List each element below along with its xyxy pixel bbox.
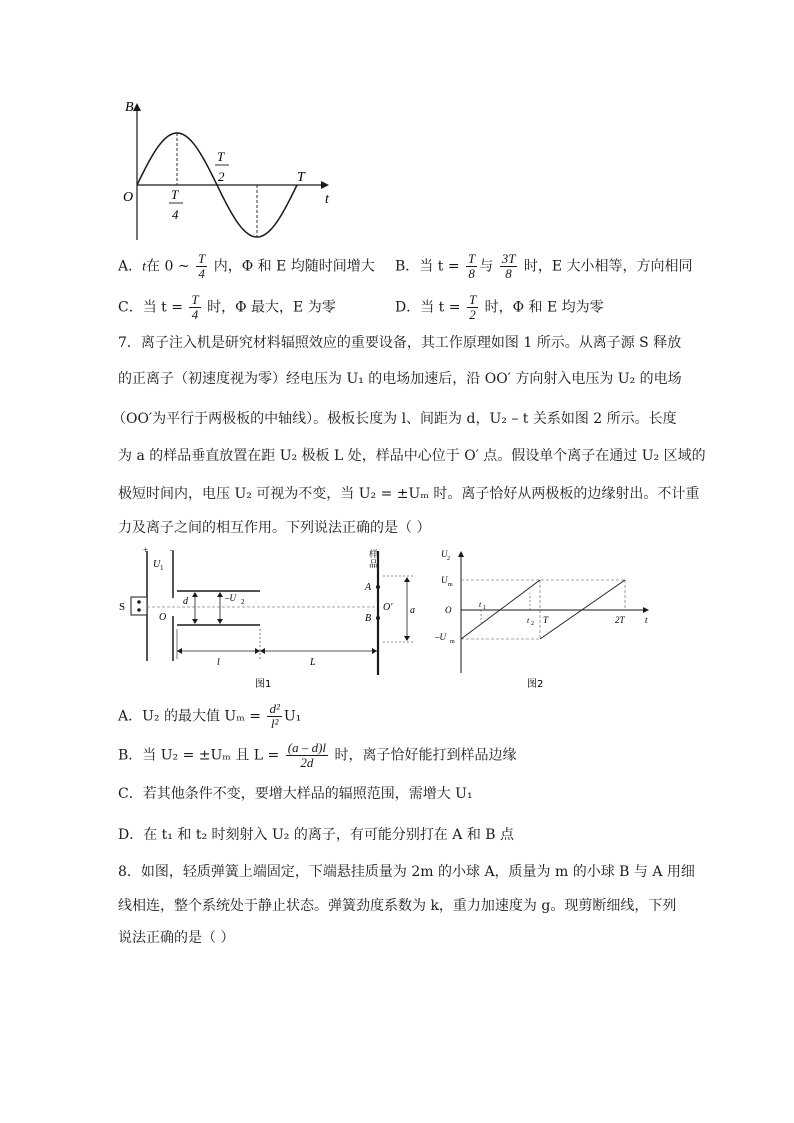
b-t-graph — [115, 95, 345, 245]
t-axis-label-2: t — [645, 615, 648, 625]
q6-option-a: A．t在 0 ~ $\frac{T}{4}$ 内，Φ 和 E 均随时间增大 — [118, 251, 375, 281]
figure-2 — [435, 543, 660, 693]
b-axis-arrow — [133, 103, 141, 111]
u2-axis-label: U — [441, 549, 448, 559]
l-label: l — [217, 657, 220, 668]
um-label: U — [441, 575, 448, 585]
t2-sub: 2 — [531, 621, 534, 627]
u2-axis-sub: 2 — [447, 556, 450, 562]
q7-stem-line1: 7．离子注入机是研究材料辐照效应的重要设备，其工作原理如图 1 所示。从离子源 S 释放 — [118, 335, 682, 351]
point-a-label: A — [365, 582, 372, 593]
t-axis-label: t — [325, 192, 329, 207]
q7-stem-line3: （OO′为平行于两极板的中轴线）。极板长度为 l、间距为 d，U₂ – t 关系如图 2 所示。长度 — [112, 411, 677, 427]
u2-label: –U — [225, 593, 236, 603]
q7-stem-line2: 的正离子（初速度视为零）经电压为 U₁ 的电场加速后，沿 OO′ 方向射入电压为 U₂ 的电场 — [118, 371, 682, 387]
t2-label: t — [527, 616, 530, 625]
t-axis-arrow — [321, 181, 329, 189]
q8-stem-line1: 8．如图，轻质弹簧上端固定，下端悬挂质量为 2m 的小球 A，质量为 m 的小球 B 与 A 用细 — [118, 864, 695, 880]
q6-option-c: C．当 t = $\frac{T}{4}$ 时，Φ 最大，E 为零 — [118, 292, 336, 322]
t1-label: t — [479, 600, 482, 609]
o-label: O — [159, 612, 167, 623]
u2-sub: 2 — [241, 598, 245, 606]
quarter-num: T — [171, 187, 179, 202]
q7-option-d: D．在 t₁ 和 t₂ 时刻射入 U₂ 的离子，有可能分别打在 A 和 B 点 — [118, 827, 515, 843]
half-num: T — [217, 149, 225, 164]
figure-1 — [115, 543, 425, 693]
q8-stem-line3: 说法正确的是（ ） — [118, 930, 235, 946]
plus-sign: + — [143, 545, 149, 555]
2T-label: 2T — [615, 615, 625, 625]
L-label: L — [310, 657, 316, 668]
u1-label: U — [153, 559, 161, 570]
q7-option-c: C．若其他条件不变，要增大样品的辐照范围，需增大 U₁ — [118, 786, 473, 802]
minus-sign: – — [170, 545, 175, 555]
q7-stem-line6: 力及离子之间的相互作用。下列说法正确的是（ ） — [118, 520, 431, 536]
d-label: d — [183, 596, 188, 607]
sample-label-2: 品 — [369, 559, 379, 569]
a-label: a — [410, 605, 415, 616]
u1-sub: 1 — [160, 564, 164, 572]
q8-stem-line2: 线相连，整个系统处于静止状态。弹簧劲度系数为 k，重力加速度为 g。现剪断细线，下列 — [118, 898, 677, 914]
source-label: S — [119, 601, 126, 613]
q7-option-a: A．U₂ 的最大值 Uₘ = $\frac{\text{d²}}{\text{l²}}$ U₁ — [118, 701, 302, 731]
o-prime-label: O′ — [383, 602, 393, 613]
origin-label-2: O — [445, 605, 452, 615]
quarter-den: 4 — [172, 207, 179, 222]
point-b-label: B — [365, 613, 372, 624]
q6-option-d: D．当 t = $\frac{T}{2}$ 时，Φ 和 E 均为零 — [395, 292, 604, 322]
neg-um-sub: m — [450, 639, 455, 645]
q7-option-b: B．当 U₂ = ±Uₘ 且 L = $\frac{(a - d)l}{2d}$ 时，离子恰好能打到样品边缘 — [118, 740, 517, 770]
q7-stem-line4: 为 a 的样品垂直放置在距 U₂ 极板 L 处，样品中心位于 O′ 点。假设单个离子在通过 U₂ 区域的 — [118, 448, 706, 464]
b-axis-label: B — [125, 100, 134, 115]
ion-source — [131, 597, 147, 615]
q6-option-b: B．当 t = $\frac{T}{8}$ 与 $\frac{3T}{8}$ 时，E 大小相等，方向相同 — [395, 251, 693, 281]
half-den: 2 — [218, 169, 225, 184]
T-label: T — [543, 615, 549, 625]
t1-sub: 1 — [483, 605, 486, 611]
neg-um-label: –U — [435, 632, 446, 642]
um-sub: m — [448, 582, 453, 588]
origin-label: O — [123, 190, 134, 205]
fig1-caption: 图1 — [255, 679, 272, 690]
sample-label-1: 样 — [369, 549, 379, 559]
fig2-caption: 图2 — [527, 679, 544, 690]
period-label: T — [297, 170, 305, 185]
q7-stem-line5: 极短时间内，电压 U₂ 可视为不变，当 U₂ = ±Uₘ 时。离子恰好从两极板的边缘射出。不计重 — [118, 486, 700, 502]
